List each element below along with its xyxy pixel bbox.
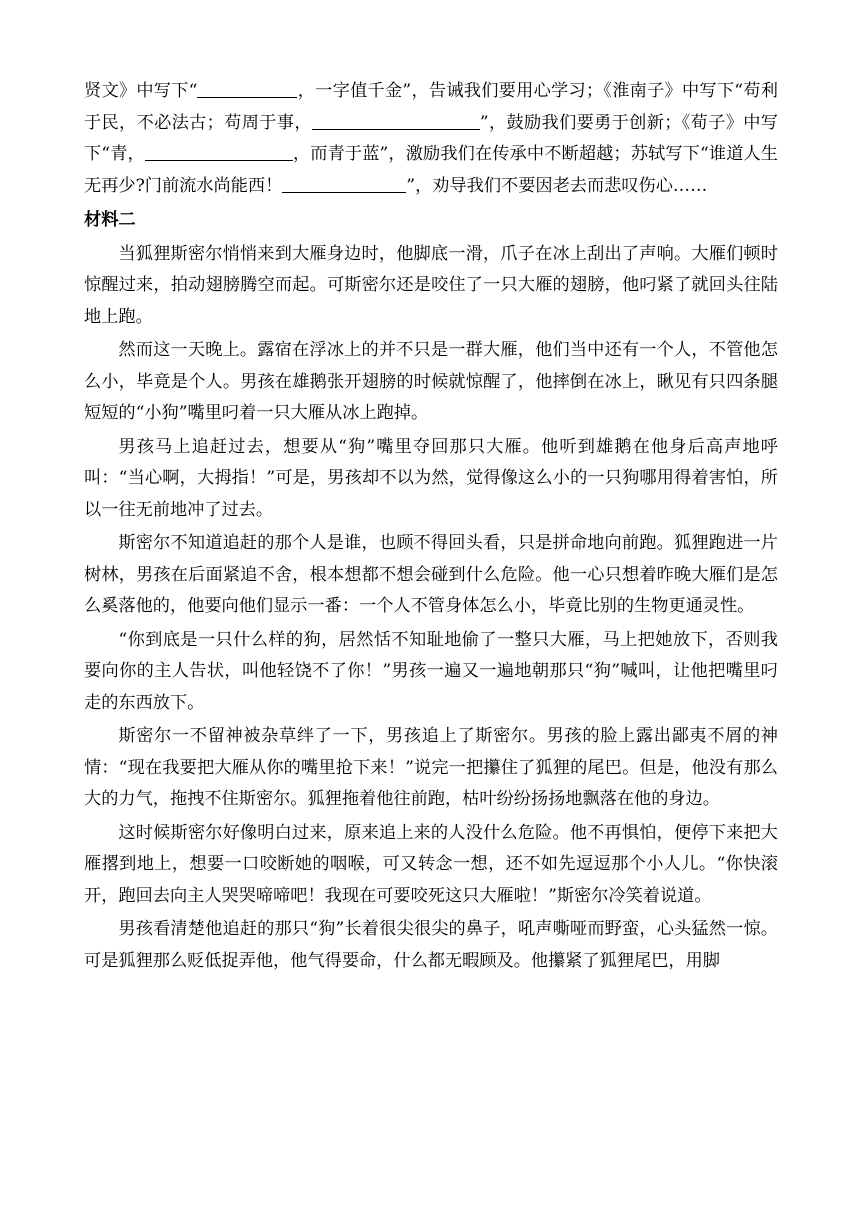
fill-blank-4 (282, 174, 406, 193)
story-paragraph-7: 这时候斯密尔好像明白过来，原来追上来的人没什么危险。他不再惧怕，便停下来把大雁撂到地上，想要一口咬断她的咽喉，可又转念一想，还不如先逗逗那个小人儿。“你快滚开，跑回去向主人哭哭啼啼吧！我现在可要咬死这只大雁啦！”斯密尔冷笑着说道。 (84, 822, 778, 906)
story-paragraph-1: 当狐狸斯密尔悄悄来到大雁身边时，他脚底一滑，爪子在冰上刮出了声响。大雁们顿时惊醒过来，拍动翅膀腾空而起。可斯密尔还是咬住了一只大雁的翅膀，他叼紧了就回头往陆地上跑。 (84, 243, 778, 327)
story-paragraph-3: 男孩马上追赶过去，想要从“狗”嘴里夺回那只大雁。他听到雄鹅在他身后高声地呼叫：“当心啊，大拇指！”可是，男孩却不以为然，觉得像这么小的一只狗哪用得着害怕，所以一往无前地冲了过去。 (84, 436, 778, 520)
fill-blank-2 (312, 111, 480, 130)
fill-blank-1 (197, 79, 297, 98)
document-page (84, 76, 778, 977)
story-paragraph-4: 斯密尔不知道追赶的那个人是谁，也顾不得回头看，只是拼命地向前跑。狐狸跑进一片树林，男孩在后面紧追不舍，根本想都不想会碰到什么危险。他一心只想着昨晚大雁们是怎么奚落他的，他要向他们显示一番：一个人不管身体怎么小，毕竟比别的生物更通灵性。 (84, 533, 778, 616)
section-title: 材料二 (84, 210, 136, 230)
intro-text-1: 贤文》中写下“ (84, 81, 198, 101)
intro-text-5: ”，劝导我们不要因老去而悲叹伤心…… (406, 175, 708, 196)
intro-paragraph (84, 76, 778, 202)
story-paragraph-8: 男孩看清楚他追赶的那只“狗”长着很尖很尖的鼻子，吼声嘶哑而野蛮，心头猛然一惊。可是狐狸那么贬低捉弄他，他气得要命，什么都无暇顾及。他攥紧了狐狸尾巴，用脚 (84, 919, 778, 971)
intro-text-2: ，一字值千金”，告诫我们要用心学习；《淮南子》中写下“苟利于民，不必法古；苟周于事， (84, 81, 778, 133)
story-paragraph-5: “你到底是一只什么样的狗，居然恬不知耻地偷了一整只大雁，马上把她放下，否则我要向你的主人告状，叫他轻饶不了你！”男孩一遍又一遍地朝那只“狗”喊叫，让他把嘴里叼走的东西放下。 (84, 629, 778, 713)
fill-blank-3 (145, 142, 293, 161)
story-paragraph-2: 然而这一天晚上。露宿在浮冰上的并不只是一群大雁，他们当中还有一个人，不管他怎么小，毕竟是个人。男孩在雄鹅张开翅膀的时候就惊醒了，他摔倒在冰上，瞅见有只四条腿短短的“小狗”嘴里叼着一只大雁从冰上跑掉。 (84, 340, 778, 423)
intro-text-4: ，而青于蓝”，激励我们在传承中不断超越；苏轼写下“谁道人生无再少?门前流水尚能西！ (84, 144, 778, 196)
story-paragraph-6: 斯密尔一不留神被杂草绊了一下，男孩追上了斯密尔。男孩的脸上露出鄙夷不屑的神情：“现在我要把大雁从你的嘴里抢下来！”说完一把攥住了狐狸的尾巴。但是，他没有那么大的力气，拖拽不住斯密尔。狐狸拖着他往前跑，枯叶纷纷扬扬地飘落在他的身边。 (84, 726, 778, 809)
intro-text-3: ”，鼓励我们要勇于创新；《荀子》中写下“青， (84, 112, 778, 164)
